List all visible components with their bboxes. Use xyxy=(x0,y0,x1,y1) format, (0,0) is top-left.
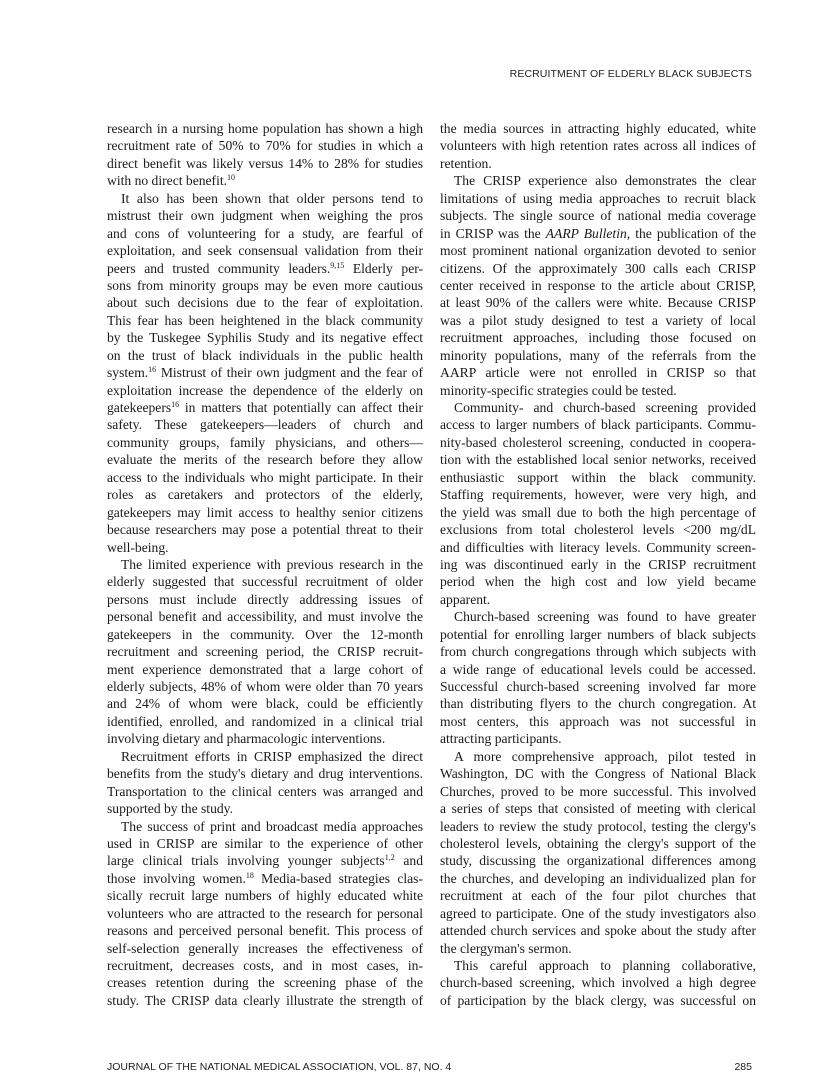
text-line: minority-specific strategies could be tested. xyxy=(440,382,677,398)
text-line: those involving women.$^{18}$ Media-based strategies clas- xyxy=(107,870,423,886)
text-line: This fear has been heightened in the black community xyxy=(107,312,423,328)
text-line: subjects. The single source of national media coverage xyxy=(440,208,756,224)
text-line: enthusiastic support within the black community. xyxy=(440,469,756,485)
text-line: cholesterol levels, obtaining the clergy's support of the xyxy=(440,835,756,851)
reference-superscript: 10 xyxy=(227,173,236,183)
text-line: benefits from the study's dietary and drug interventions. xyxy=(107,766,423,782)
text-line: with no direct benefit.$^{10}$ xyxy=(107,173,236,189)
paragraph xyxy=(440,957,756,1009)
text-line: elderly subjects, 48% of whom were older than 70 years xyxy=(107,679,423,694)
text-line: sons from minority groups may be even more cautious xyxy=(107,277,423,293)
text-line: Transportation to the clinical centers was arranged and xyxy=(107,783,423,799)
text-line: attended church services and spoke about the study after xyxy=(440,923,756,939)
text-line: A more comprehensive approach, pilot tested in xyxy=(454,748,756,764)
text-line: persons must include directly addressing issues of xyxy=(107,591,423,607)
text-line: Recruitment efforts in CRISP emphasized the direct xyxy=(121,748,423,764)
text-line: large clinical trials involving younger subjects$^{1,2}$ and xyxy=(107,853,423,869)
text-line: by the Tuskegee Syphilis Study and its negative effect xyxy=(107,330,423,346)
text-line: limitations of using media approaches to recruit black xyxy=(440,190,756,206)
text-line: the clergyman's sermon. xyxy=(440,940,572,956)
text-line: gatekeepers in the community. Over the 12-month xyxy=(107,626,423,642)
text-line: in CRISP was the AARP Bulletin, the publication of the xyxy=(440,225,756,241)
text-line: a wide range of educational levels could be accessed. xyxy=(440,661,756,677)
text-line: about such decisions due to the fear of exploitation. xyxy=(107,295,423,311)
text-line: from church congregations through which subjects with xyxy=(440,644,756,660)
text-line: AARP article were not enrolled in CRISP so that xyxy=(440,365,756,381)
running-head: RECRUITMENT OF ELDERLY BLACK SUBJECTS xyxy=(509,68,752,80)
text-line: Washington, DC with the Congress of National Black xyxy=(440,766,756,782)
text-line: on the trust of black individuals in the public health xyxy=(107,347,423,363)
paragraph xyxy=(107,818,423,1010)
text-line: center received in response to the article about CRISP, xyxy=(440,277,756,293)
text-line: agreed to participate. One of the study investigators also xyxy=(440,905,756,921)
text-line: recruitment and screening period, the CRISP recruit- xyxy=(107,644,423,660)
text-line: ment experience demonstrated that a large cohort of xyxy=(107,661,423,677)
text-line: Churches, proved to be more successful. This involved xyxy=(440,783,756,799)
text-line: volunteers who are attracted to the research for personal xyxy=(107,905,423,921)
text-line: the media sources in attracting highly educated, white xyxy=(440,121,756,136)
text-line: personal benefit and accessibility, and must involve the xyxy=(107,609,423,625)
text-line: Community- and church-based screening provided xyxy=(454,400,756,415)
text-line: and 24% of whom were black, could be efficiently xyxy=(107,696,423,712)
paragraph xyxy=(107,748,423,818)
text-line: system.$^{16}$ Mistrust of their own judgment and the fear of xyxy=(107,365,423,381)
text-line: peers and trusted community leaders.$^{9,15}$ Elderly per- xyxy=(107,260,424,276)
reference-superscript: 16 xyxy=(148,365,157,375)
text-line: This careful approach to planning collaborative, xyxy=(454,958,756,973)
text-line: mistrust their own judgment when weighing the pros xyxy=(107,208,423,224)
text-line: most centers, this approach was not successful in xyxy=(440,713,756,729)
text-line: roles as caretakers and protectors of the elderly, xyxy=(107,487,423,503)
paragraph xyxy=(107,556,423,748)
text-line: minority populations, many of the referrals from the xyxy=(440,347,756,363)
text-line: Church-based screening was found to have greater xyxy=(454,609,756,625)
text-line: The CRISP experience also demonstrates the clear xyxy=(454,173,756,189)
text-line: involving dietary and pharmacologic interventions. xyxy=(107,731,386,747)
text-line: access to the individuals who might participate. In their xyxy=(107,469,423,485)
text-line: Successful church-based screening involved far more xyxy=(440,679,756,694)
paragraph xyxy=(440,748,756,957)
left-column xyxy=(107,120,423,1009)
text-line: was a pilot study designed to test a variety of local xyxy=(440,312,756,328)
text-line: recruitment approaches, including those focused on xyxy=(440,330,756,346)
text-line: and cons of volunteering for a study, are fearful of xyxy=(107,225,423,241)
text-line: retention. xyxy=(440,155,492,171)
text-line: leaders to review the study protocol, testing the clergy's xyxy=(440,818,756,834)
text-line: potential for enrolling larger numbers of black subjects xyxy=(440,626,756,642)
paragraph xyxy=(440,608,756,748)
paragraph xyxy=(107,120,423,190)
text-line: most prominent national organization devoted to senior xyxy=(440,243,756,259)
text-line: exclusions from total cholesterol levels <200 mg/dL xyxy=(440,522,756,538)
text-line: than distributing flyers to the church congregation. At xyxy=(440,696,756,712)
text-line: church-based screening, which involved a high degree xyxy=(440,975,756,991)
paragraph xyxy=(107,190,423,556)
text-line: the yield was small due to both the high percentage of xyxy=(440,504,756,520)
text-line: research in a nursing home population has shown a high xyxy=(107,121,423,136)
text-line: Staffing requirements, however, were very high, and xyxy=(440,487,756,503)
text-line: because researchers may pose a potential threat to their xyxy=(107,522,423,538)
text-line: community groups, family physicians, and others— xyxy=(107,434,423,450)
text-line: reasons and perceived personal benefit. This process of xyxy=(107,923,423,939)
text-line: safety. These gatekeepers—leaders of church and xyxy=(107,417,423,433)
text-line: exploitation, and seek consensual validation from their xyxy=(107,243,423,259)
text-line: a series of steps that consisted of meeting with clerical xyxy=(440,801,756,817)
text-line: and difficulties with literacy levels. Community screen- xyxy=(440,539,756,555)
text-line: self-selection generally increases the effectiveness of xyxy=(107,940,423,956)
text-line: nity-based cholesterol screening, conducted in coopera- xyxy=(440,434,756,450)
text-line: tion with the established local senior networks, received xyxy=(440,452,756,468)
text-line: recruitment, decreases costs, and in most cases, in- xyxy=(107,958,423,973)
text-line: ing was discontinued early in the CRISP recruitment xyxy=(440,556,756,572)
text-line: apparent. xyxy=(440,591,491,607)
right-column xyxy=(440,120,756,1009)
reference-superscript: 16 xyxy=(171,400,180,409)
text-line: of participation by the black clergy, was successful on xyxy=(440,992,756,1008)
text-line: volunteers with high retention rates across all indices of xyxy=(440,138,756,154)
text-line: period when the high cost and low yield became xyxy=(440,574,756,590)
text-line: well-being. xyxy=(107,539,169,555)
text-line: recruitment at each of the four pilot churches that xyxy=(440,888,756,904)
text-line: the churches, and developing an individualized plan for xyxy=(440,870,756,886)
italic-title: AARP Bulletin xyxy=(545,225,627,241)
text-line: It also has been shown that older persons tend to xyxy=(121,190,423,206)
text-line: sically recruit large numbers of highly educated white xyxy=(107,888,423,904)
text-line: direct benefit was likely versus 14% to 28% for studies xyxy=(107,155,423,171)
footer-journal-citation: JOURNAL OF THE NATIONAL MEDICAL ASSOCIATION, VOL. 87, NO. 4 xyxy=(107,1061,452,1073)
text-line: identified, enrolled, and randomized in a clinical trial xyxy=(107,713,423,729)
footer-page-number: 285 xyxy=(734,1061,752,1073)
paragraph xyxy=(440,172,756,399)
text-line: study. The CRISP data clearly illustrate the strength of xyxy=(107,992,423,1008)
text-line: study, discussing the organizational differences among xyxy=(440,853,756,869)
text-line: citizens. Of the approximately 300 calls each CRISP xyxy=(440,260,756,276)
text-line: gatekeepers$^{16}$ in matters that potentially can affect their xyxy=(107,400,423,415)
text-line: used in CRISP are similar to the experience of other xyxy=(107,835,423,851)
text-line: gatekeepers may limit access to healthy senior citizens xyxy=(107,504,423,520)
text-line: exploitation increase the dependence of the elderly on xyxy=(107,382,423,398)
text-line: access to larger numbers of black participants. Commu- xyxy=(440,417,756,433)
text-line: creases retention during the screening phase of the xyxy=(107,975,423,991)
text-line: recruitment rate of 50% to 70% for studies in which a xyxy=(107,138,423,154)
text-line: attracting participants. xyxy=(440,731,562,747)
text-line: elderly suggested that successful recruitment of older xyxy=(107,574,423,590)
paragraph xyxy=(440,399,756,608)
text-line: The success of print and broadcast media approaches xyxy=(121,818,423,834)
text-line: at least 90% of the callers were white. Because CRISP xyxy=(440,295,756,311)
reference-superscript: 18 xyxy=(245,870,254,880)
reference-superscript: 9,15 xyxy=(330,260,345,270)
text-line: The limited experience with previous research in the xyxy=(121,556,423,572)
paragraph xyxy=(440,120,756,172)
text-line: evaluate the merits of the research before they allow xyxy=(107,452,423,468)
reference-superscript: 1,2 xyxy=(384,853,395,863)
text-line: supported by the study. xyxy=(107,801,233,817)
